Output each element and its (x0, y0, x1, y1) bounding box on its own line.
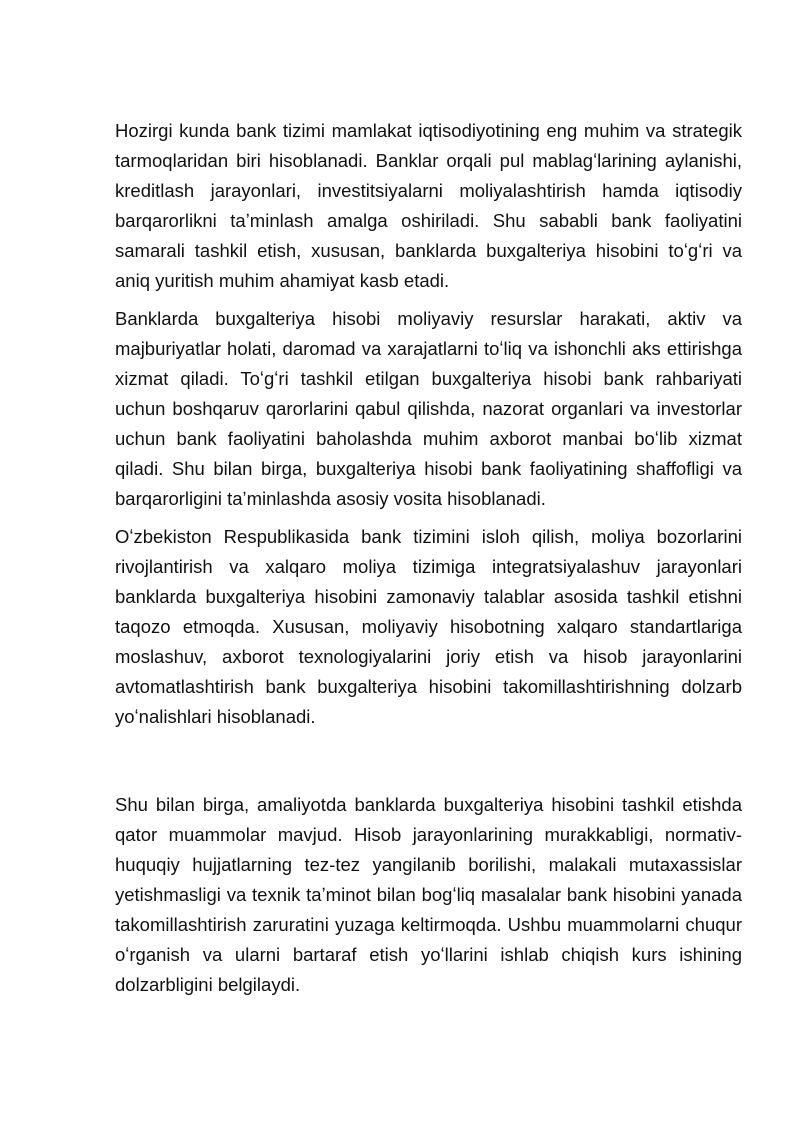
paragraph-2: Banklarda buxgalteriya hisobi moliyaviy resurslar harakati, aktiv va majburiyatlar holati, daromad va xarajatlarni toʻliq va ishonchli aks ettirishga xizmat qiladi. Toʻgʻri tashkil etilgan buxgalteriya hisobi bank rahbariyati uchun boshqaruv qarorlarini qabul qilishda, nazorat organlari va investorlar uchun bank faoliyatini baholashda muhim axborot manbai boʻlib xizmat qiladi. Shu bilan birga, buxgalteriya hisobi bank faoliyatining shaffofligi va barqarorligini taʼminlashda asosiy vosita hisoblanadi. (115, 308, 742, 509)
paragraph-spacer (115, 740, 742, 790)
document-body (115, 116, 742, 1008)
paragraph-4: Shu bilan birga, amaliyotda banklarda buxgalteriya hisobini tashkil etishda qator muammolar mavjud. Hisob jarayonlarining murakkabligi, normativ-huquqiy hujjatlarning tez-tez yangilanib borilishi, malakali mutaxassislar yetishmasligi va texnik taʼminot bilan bogʻliq masalalar bank hisobini yanada takomillashtirish zaruratini yuzaga keltirmoqda. Ushbu muammolarni chuqur oʻrganish va ularni bartaraf etish yoʻllarini ishlab chiqish kurs ishining dolzarbligini belgilaydi. (115, 794, 742, 995)
paragraph-3: Oʻzbekiston Respublikasida bank tizimini isloh qilish, moliya bozorlarini rivojlantirish va xalqaro moliya tizimiga integratsiyalashuv jarayonlari banklarda buxgalteriya hisobini zamonaviy talablar asosida tashkil etishni taqozo etmoqda. Xususan, moliyaviy hisobotning xalqaro standartlariga moslashuv, axborot texnologiyalarini joriy etish va hisob jarayonlarini avtomatlashtirish bank buxgalteriya hisobini takomillashtirishning dolzarb yoʻnalishlari hisoblanadi. (115, 526, 742, 727)
paragraph-1: Hozirgi kunda bank tizimi mamlakat iqtisodiyotining eng muhim va strategik tarmoqlaridan biri hisoblanadi. Banklar orqali pul mablagʻlarining aylanishi, kreditlash jarayonlari, investitsiyalarni moliyalashtirish hamda iqtisodiy barqarorlikni taʼminlash amalga oshiriladi. Shu sababli bank faoliyatini samarali tashkil etish, xususan, banklarda buxgalteriya hisobini toʻgʻri va aniq yuritish muhim ahamiyat kasb etadi. (115, 120, 742, 291)
